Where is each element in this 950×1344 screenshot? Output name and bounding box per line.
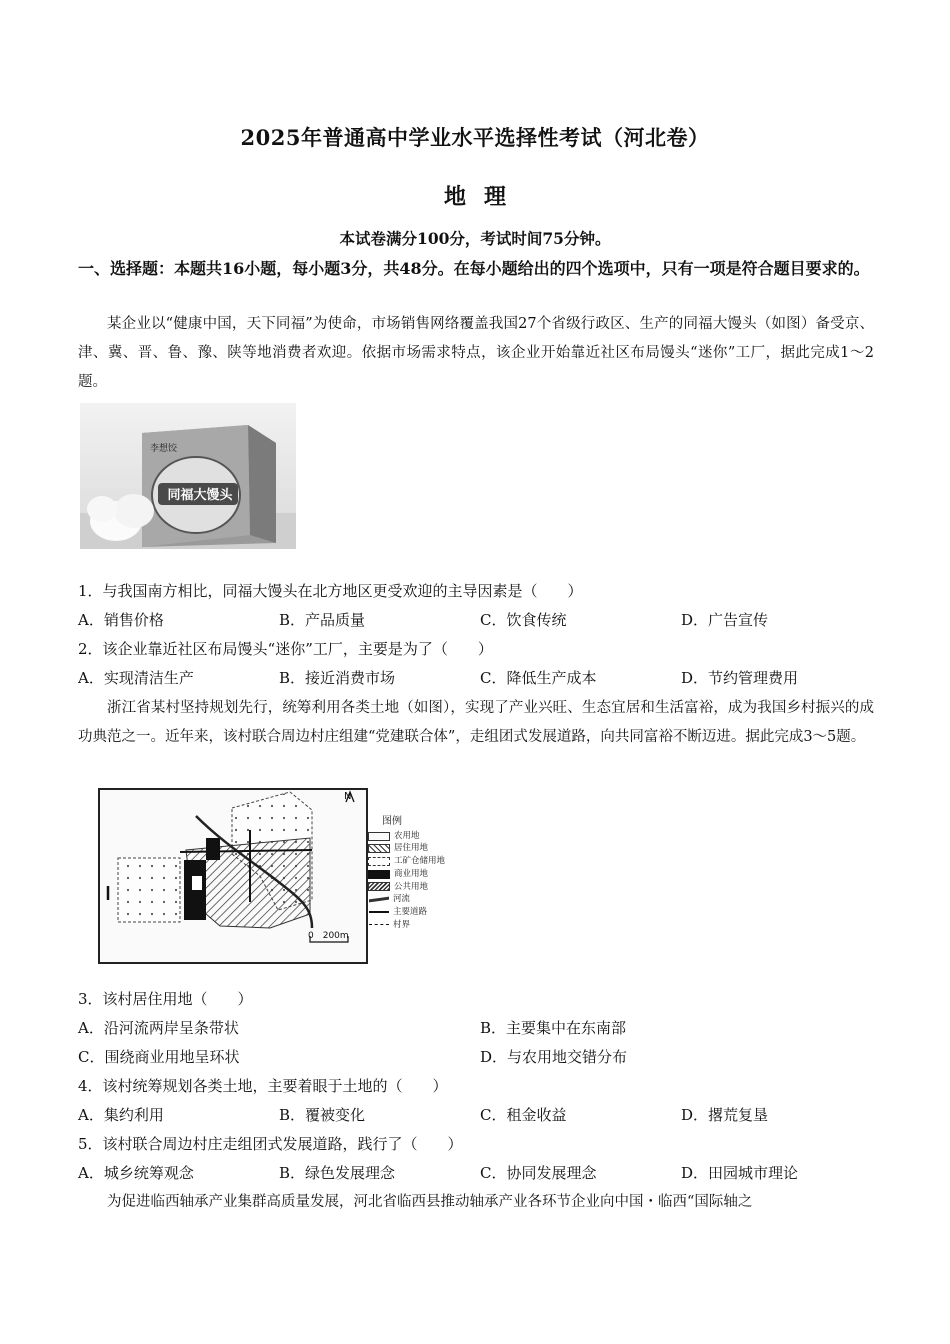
legend-item bbox=[368, 893, 468, 906]
legend-river-swatch bbox=[369, 897, 389, 903]
legend-title: 图例 bbox=[382, 816, 402, 827]
q3-option-c[interactable]: C．围绕商业用地呈环状 bbox=[78, 1048, 240, 1066]
question-5-stem: 5．该村联合周边村庄走组团式发展道路，践行了（ ） bbox=[78, 1135, 463, 1153]
legend-label: 商业用地 bbox=[394, 868, 429, 879]
photo-box-label: 同福大馒头 bbox=[167, 488, 233, 503]
q5-option-c[interactable]: C．协同发展理念 bbox=[480, 1164, 597, 1182]
legend-boundary-swatch bbox=[369, 924, 389, 925]
q5-option-a[interactable]: A．城乡统筹观念 bbox=[78, 1164, 194, 1182]
q3-option-d[interactable]: D．与农用地交错分布 bbox=[480, 1048, 628, 1066]
question-3-stem: 3．该村居住用地（ ） bbox=[78, 990, 253, 1008]
legend-item bbox=[368, 855, 468, 868]
q2-option-b[interactable]: B．接近消费市场 bbox=[279, 669, 396, 687]
passage-1: 某企业以“健康中国，天下同福”为使命，市场销售网络覆盖我国27个省级行政区、生产的同福大馒头（如图）备受京、津、冀、晋、鲁、豫、陕等地消费者欢迎。依据市场需求特点，该企业开始靠近社区布局馒头“迷你”工厂，据此完成1～2题。 bbox=[78, 316, 874, 390]
q4-option-c[interactable]: C．租金收益 bbox=[480, 1106, 567, 1124]
q4-option-a[interactable]: A．集约利用 bbox=[78, 1106, 164, 1124]
question-2-stem: 2．该企业靠近社区布局馒头“迷你”工厂，主要是为了（ ） bbox=[78, 640, 493, 658]
section-heading: 一、选择题：本题共16小题，每小题3分，共48分。在每小题给出的四个选项中，只有一项是符合题目要求的。 bbox=[78, 259, 870, 278]
legend-residential-swatch bbox=[368, 844, 390, 853]
legend-label: 河流 bbox=[393, 894, 411, 905]
map-north-arrow: N bbox=[344, 791, 352, 802]
mantou-photo bbox=[80, 403, 296, 549]
legend-item bbox=[368, 868, 468, 881]
passage-3: 为促进临西轴承产业集群高质量发展，河北省临西县推动轴承产业各环节企业向中国・临西“国际轴之 bbox=[107, 1194, 753, 1210]
legend-item bbox=[368, 830, 468, 843]
q2-option-d[interactable]: D．节约管理费用 bbox=[681, 669, 799, 687]
exam-title: 2025年普通高中学业水平选择性考试（河北卷） bbox=[240, 125, 710, 150]
map-scale-bar: 0 200m bbox=[308, 931, 349, 941]
q2-option-c[interactable]: C．降低生产成本 bbox=[480, 669, 597, 687]
legend-road-swatch bbox=[369, 911, 389, 913]
legend-item bbox=[368, 842, 468, 855]
legend-industrial-swatch bbox=[368, 857, 390, 866]
legend-label: 工矿仓储用地 bbox=[394, 856, 446, 867]
legend-commercial-swatch bbox=[368, 870, 390, 879]
legend-public-swatch bbox=[368, 882, 390, 891]
legend-label: 村界 bbox=[393, 919, 411, 930]
exam-info: 本试卷满分100分，考试时间75分钟。 bbox=[339, 229, 611, 248]
legend-farmland-swatch bbox=[368, 832, 390, 841]
legend-label: 公共用地 bbox=[394, 881, 429, 892]
land-use-map bbox=[98, 788, 368, 964]
question-1-stem: 1．与我国南方相比，同福大馒头在北方地区更受欢迎的主导因素是（ ） bbox=[78, 582, 583, 600]
legend-item bbox=[368, 881, 468, 894]
legend-label: 主要道路 bbox=[393, 906, 428, 917]
q1-option-c[interactable]: C．饮食传统 bbox=[480, 611, 567, 629]
legend-item bbox=[368, 919, 468, 932]
subject-title: 地理 bbox=[443, 184, 524, 210]
q2-option-a[interactable]: A．实现清洁生产 bbox=[78, 669, 194, 687]
q3-option-a[interactable]: A．沿河流两岸呈条带状 bbox=[78, 1019, 239, 1037]
q1-option-b[interactable]: B．产品质量 bbox=[279, 611, 366, 629]
question-4-stem: 4．该村统筹规划各类土地，主要着眼于土地的（ ） bbox=[78, 1077, 448, 1095]
legend-item bbox=[368, 906, 468, 919]
q5-option-d[interactable]: D．田园城市理论 bbox=[681, 1164, 799, 1182]
passage-2: 浙江省某村坚持规划先行，统筹利用各类土地（如图），实现了产业兴旺、生态宜居和生活富裕，成为我国乡村振兴的成功典范之一。近年来，该村联合周边村庄组建“党建联合体”，走组团式发展道路，向共同富裕不断迈进。据此完成3～5题。 bbox=[78, 700, 874, 745]
q3-option-b[interactable]: B．主要集中在东南部 bbox=[480, 1019, 627, 1037]
q5-option-b[interactable]: B．绿色发展理念 bbox=[279, 1164, 396, 1182]
photo-brand-text: 李想饺 bbox=[150, 444, 178, 454]
legend-label: 农用地 bbox=[394, 830, 420, 841]
q1-option-d[interactable]: D．广告宣传 bbox=[681, 611, 769, 629]
mantou-photo-illustration bbox=[80, 403, 296, 549]
q4-option-b[interactable]: B．覆被变化 bbox=[279, 1106, 366, 1124]
map-legend bbox=[368, 816, 468, 931]
q4-option-d[interactable]: D．撂荒复垦 bbox=[681, 1106, 769, 1124]
legend-label: 居住用地 bbox=[394, 843, 429, 854]
q1-option-a[interactable]: A．销售价格 bbox=[78, 611, 164, 629]
